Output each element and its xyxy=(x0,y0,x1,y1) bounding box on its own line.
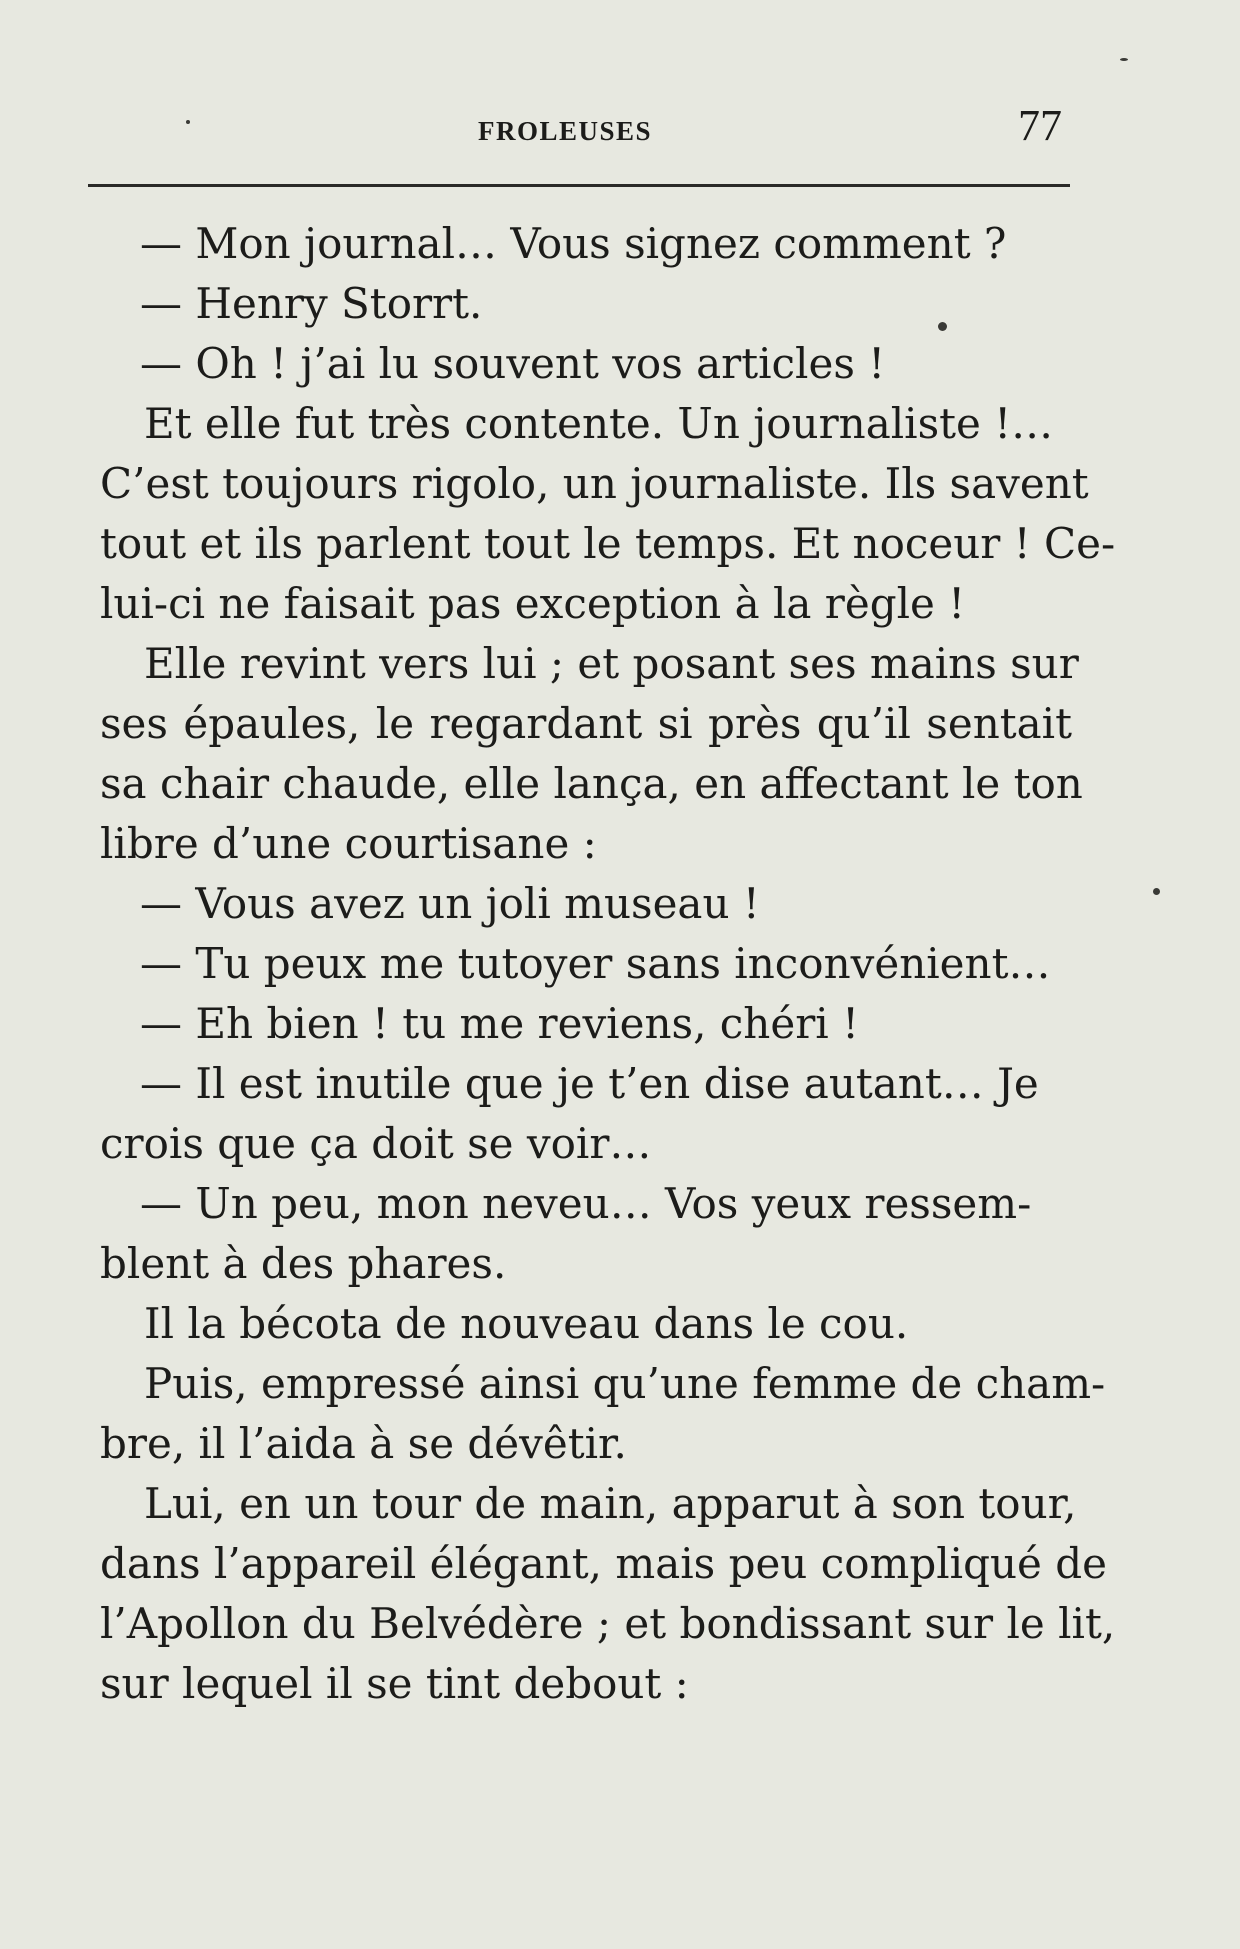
text-line: — Vous avez un joli museau ! xyxy=(140,879,760,928)
header-rule xyxy=(88,184,1070,187)
text-line: dans l’appareil élégant, mais peu compliqué de xyxy=(100,1539,1107,1588)
text-line: — Mon journal… Vous signez comment ? xyxy=(140,219,1007,268)
page-number: 77 xyxy=(1018,101,1062,150)
ink-speck xyxy=(186,120,190,124)
ink-speck xyxy=(938,322,947,331)
text-line: — Eh bien ! tu me reviens, chéri ! xyxy=(140,999,859,1048)
text-line: sa chair chaude, elle lança, en affectant le ton xyxy=(100,759,1083,808)
text-line: tout et ils parlent tout le temps. Et noceur ! Ce- xyxy=(100,519,1116,568)
text-line: Puis, empressé ainsi qu’une femme de cham- xyxy=(144,1359,1106,1408)
text-line: lui-ci ne faisait pas exception à la règle ! xyxy=(100,579,966,628)
running-title: FROLEUSES xyxy=(478,116,653,146)
text-line: l’Apollon du Belvédère ; et bondissant sur le lit, xyxy=(100,1599,1116,1648)
text-line: — Il est inutile que je t’en dise autant… Je xyxy=(140,1059,1039,1108)
text-line: Lui, en un tour de main, apparut à son tour, xyxy=(144,1479,1077,1528)
text-line: — Oh ! j’ai lu souvent vos articles ! xyxy=(140,339,886,388)
text-line: crois que ça doit se voir… xyxy=(100,1119,652,1168)
text-line: libre d’une courtisane : xyxy=(100,819,597,868)
text-line: sur lequel il se tint debout : xyxy=(100,1659,689,1708)
text-line: bre, il l’aida à se dévêtir. xyxy=(100,1419,627,1468)
ink-speck xyxy=(1120,58,1128,61)
text-line: ses épaules, le regardant si près qu’il sentait xyxy=(100,699,1072,748)
text-line: — Un peu, mon neveu… Vos yeux ressem- xyxy=(140,1179,1032,1228)
text-line: C’est toujours rigolo, un journaliste. Ils savent xyxy=(100,459,1089,508)
text-line: Et elle fut très contente. Un journaliste !… xyxy=(144,399,1054,448)
text-line: Il la bécota de nouveau dans le cou. xyxy=(144,1299,909,1348)
text-line: — Henry Storrt. xyxy=(140,279,483,328)
text-line: — Tu peux me tutoyer sans inconvénient… xyxy=(140,939,1051,988)
ink-speck xyxy=(1153,888,1160,895)
text-line: Elle revint vers lui ; et posant ses mains sur xyxy=(144,639,1079,688)
text-line: blent à des phares. xyxy=(100,1239,507,1288)
